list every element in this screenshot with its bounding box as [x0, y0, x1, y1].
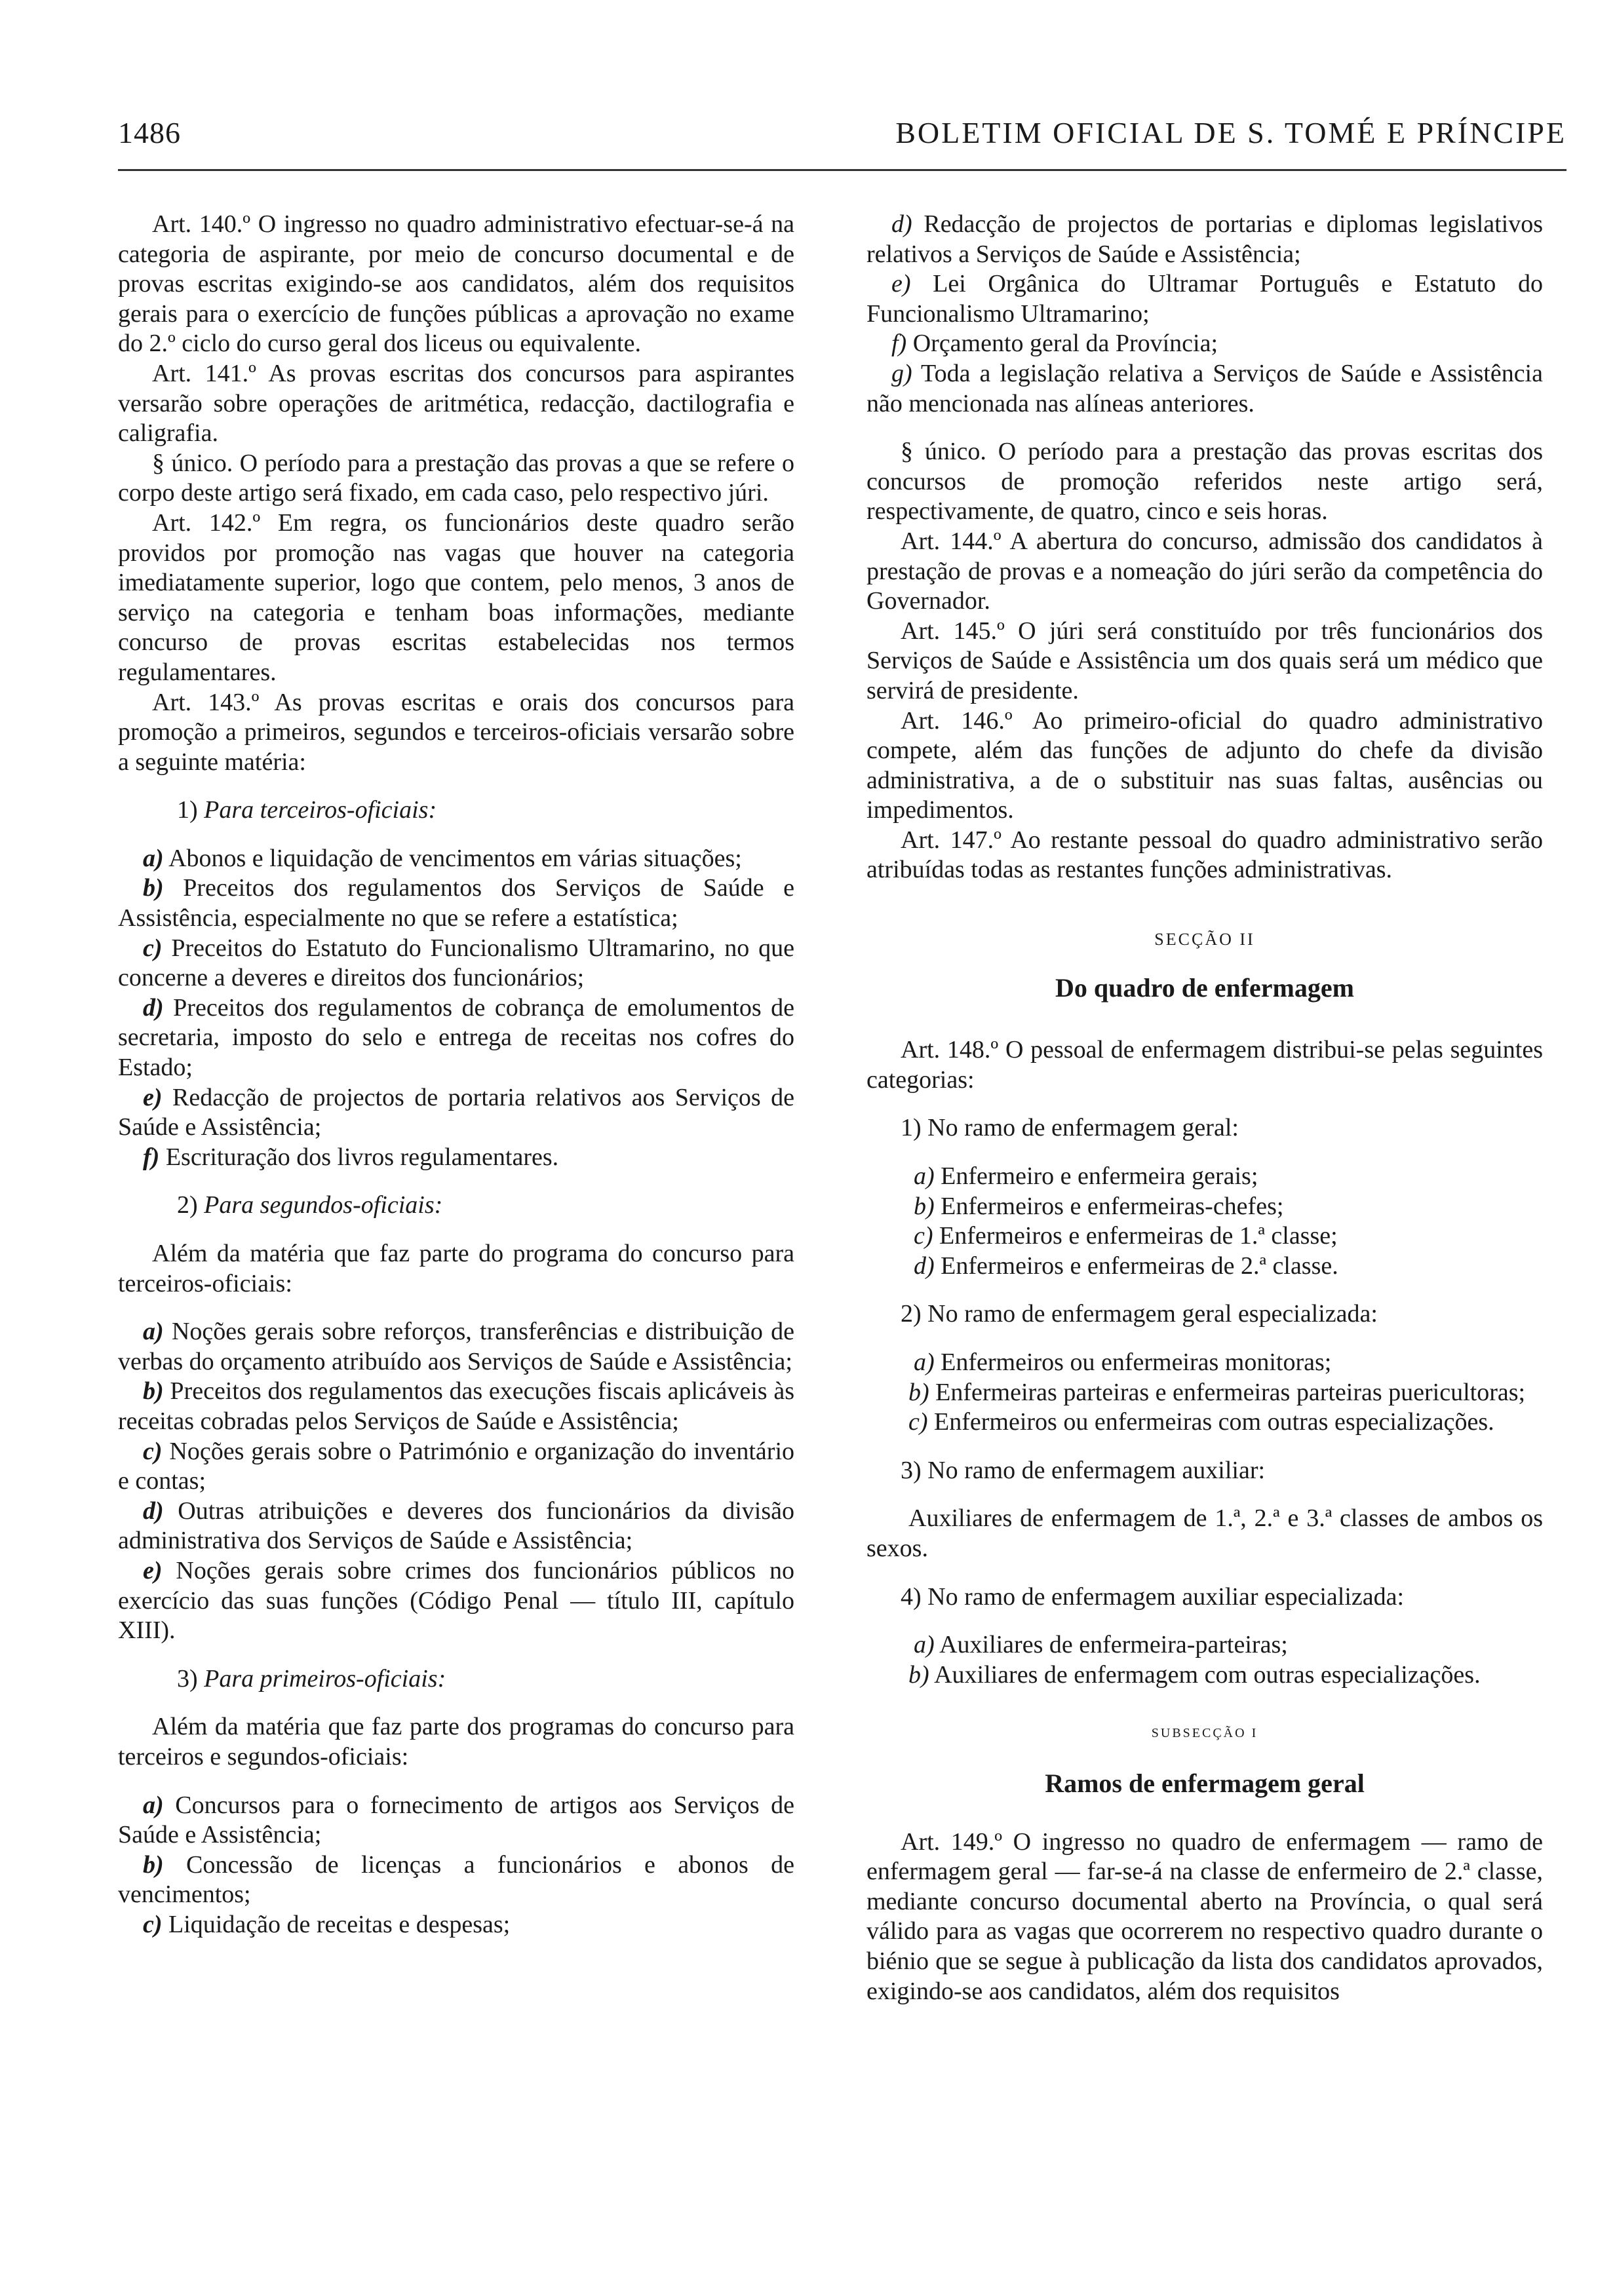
item-text: Noções gerais sobre crimes dos funcionários públicos no exercício das suas funções (Código Penal — título III, capítulo XIII).: [118, 1556, 795, 1645]
subsection-title: Ramos de enfermagem geral: [1045, 1768, 1365, 1798]
header-rule: [118, 169, 1566, 171]
list-item: [118, 873, 794, 933]
list-item: [866, 1192, 1543, 1222]
list-item: [118, 1910, 794, 1940]
item-letter: b): [143, 874, 164, 902]
group-1-heading: 1) No ramo de enfermagem geral:: [901, 1114, 1239, 1142]
group-3-heading: 3) No ramo de enfermagem auxiliar:: [901, 1456, 1266, 1484]
list-item: [866, 269, 1543, 329]
item-text: Outras atribuições e deveres dos funcionários da divisão administrativa dos Serviços de Saúde e Assistência;: [118, 1497, 794, 1555]
item-text: Redacção de projectos de portarias e diplomas legislativos relativos a Serviços de Saúde e Assistência;: [866, 210, 1544, 268]
list-item: [866, 329, 1543, 359]
section-3-title: Para primeiros-oficiais:: [204, 1664, 446, 1693]
item-letter: b): [143, 1377, 164, 1406]
section-2-number: 2): [177, 1191, 198, 1219]
item-text: Preceitos do Estatuto do Funcionalismo Ultramarino, no que concerne a deveres e direitos dos funcionários;: [118, 934, 795, 992]
list-item: [118, 844, 794, 874]
list-item: [866, 1252, 1543, 1282]
section-2-heading: [118, 1191, 794, 1221]
item-letter: c): [914, 1222, 933, 1250]
item-text: Noções gerais sobre reforços, transferências e distribuição de verbas do orçamento atribuído aos Serviços de Saúde e Assistência;: [118, 1318, 794, 1375]
item-letter: a): [143, 1318, 164, 1346]
section-1-heading: [118, 795, 794, 826]
item-text: Concursos para o fornecimento de artigos aos Serviços de Saúde e Assistência;: [118, 1791, 795, 1849]
list-item: [866, 1378, 1543, 1408]
item-letter: a): [914, 1631, 935, 1659]
item-text: Toda a legislação relativa a Serviços de Saúde e Assistência não mencionada nas alíneas anteriores.: [866, 359, 1543, 417]
section-label: SECÇÃO II: [1154, 930, 1255, 949]
article-141: Art. 141.º As provas escritas dos concursos para aspirantes versarão sobre operações de aritmética, redacção, dactilografia e caligrafia.: [118, 359, 794, 448]
article-143-paragraph: § único. O período para a prestação das provas escritas dos concursos de promoção referidos neste artigo será, respectivamente, de quatro, cinco e seis horas.: [866, 438, 1543, 526]
item-text: Auxiliares de enfermagem com outras especializações.: [934, 1660, 1481, 1689]
item-letter: a): [914, 1162, 935, 1191]
group-2-heading: 2) No ramo de enfermagem geral especializada:: [901, 1300, 1378, 1328]
item-letter: b): [908, 1378, 929, 1406]
item-text: Lei Orgânica do Ultramar Português e Estatuto do Funcionalismo Ultramarino;: [866, 270, 1544, 328]
article-147: Art. 147.º Ao restante pessoal do quadro administrativo serão atribuídas todas as restantes funções administrativas.: [866, 826, 1543, 884]
article-148: Art. 148.º O pessoal de enfermagem distribui-se pelas seguintes categorias:: [866, 1036, 1543, 1094]
list-item: [118, 1437, 794, 1497]
article-145: Art. 145.º O júri será constituído por três funcionários dos Serviços de Saúde e Assistência um dos quais será um médico que servirá de presidente.: [866, 617, 1543, 704]
item-text: Enfermeiro e enfermeira gerais;: [941, 1162, 1258, 1191]
item-letter: e): [143, 1083, 163, 1111]
item-letter: b): [908, 1660, 929, 1689]
item-letter: f): [143, 1143, 160, 1171]
list-item: [118, 1556, 794, 1646]
item-letter: c): [908, 1408, 928, 1436]
item-letter: d): [143, 993, 164, 1022]
article-143: Art. 143.º As provas escritas e orais dos concursos para promoção a primeiros, segundos e terceiros-oficiais versarão sobre a seguinte matéria:: [118, 688, 794, 776]
page-header: [118, 115, 1566, 164]
list-item: [118, 1791, 794, 1850]
left-column: [118, 210, 794, 1940]
list-item: [118, 1850, 794, 1910]
item-letter: g): [891, 359, 912, 387]
section-3-number: 3): [177, 1664, 198, 1693]
item-text: Enfermeiros e enfermeiras de 1.ª classe;: [939, 1222, 1338, 1250]
list-item: [118, 934, 794, 993]
list-item: [118, 1083, 794, 1143]
item-letter: c): [143, 1910, 163, 1938]
section-2-title: Para segundos-oficiais:: [204, 1191, 443, 1219]
article-140: Art. 140.º O ingresso no quadro administrativo efectuar-se-á na categoria de aspirante, por meio de concurso documental e de provas escritas exigindo-se aos candidatos, além dos requisitos gerais para o exercício de funções públicas a aprovação no exame do 2.º ciclo do curso geral dos liceus ou equivalente.: [118, 210, 794, 358]
item-text: Enfermeiras parteiras e enfermeiras parteiras puericultoras;: [935, 1378, 1526, 1406]
section-3-heading: [118, 1664, 794, 1694]
item-text: Escrituração dos livros regulamentares.: [165, 1143, 559, 1171]
item-letter: d): [143, 1497, 164, 1525]
list-item: [866, 1630, 1543, 1660]
item-letter: f): [891, 330, 907, 358]
list-item: [118, 1317, 794, 1377]
section-2-intro: Além da matéria que faz parte do programa do concurso para terceiros-oficiais:: [118, 1240, 794, 1297]
list-item: [866, 1348, 1543, 1378]
list-item: [118, 993, 794, 1083]
item-letter: a): [143, 1791, 164, 1819]
item-letter: e): [143, 1556, 163, 1584]
subsection-label: SUBSECÇÃO I: [1151, 1726, 1258, 1741]
group-3-text: Auxiliares de enfermagem de 1.ª, 2.ª e 3.ª classes de ambos os sexos.: [866, 1504, 1543, 1562]
item-letter: b): [143, 1850, 164, 1879]
item-letter: c): [143, 1437, 163, 1465]
list-item: [866, 1660, 1543, 1691]
item-text: Preceitos dos regulamentos de cobrança de emolumentos de secretaria, imposto do selo e entrega de receitas nos cofres do Estado;: [118, 993, 795, 1082]
item-text: Preceitos dos regulamentos dos Serviços de Saúde e Assistência, especialmente no que se refere a estatística;: [118, 874, 795, 932]
item-text: Concessão de licenças a funcionários e abonos de vencimentos;: [118, 1850, 795, 1909]
item-letter: a): [914, 1349, 935, 1376]
list-item: [866, 1407, 1543, 1438]
section-1-title: Para terceiros-oficiais:: [204, 796, 437, 824]
list-item: [866, 1221, 1543, 1252]
item-letter: d): [914, 1252, 935, 1280]
item-text: Liquidação de receitas e despesas;: [168, 1910, 511, 1938]
article-141-paragraph: § único. O período para a prestação das provas a que se refere o corpo deste artigo será fixado, em cada caso, pelo respectivo júri.: [118, 449, 794, 507]
item-text: Redacção de projectos de portaria relativos aos Serviços de Saúde e Assistência;: [118, 1083, 795, 1141]
item-text: Preceitos dos regulamentos das execuções fiscais aplicáveis às receitas cobradas pelos Serviços de Saúde e Assistência;: [118, 1377, 794, 1435]
item-text: Enfermeiros ou enfermeiras monitoras;: [941, 1349, 1332, 1376]
item-text: Enfermeiros e enfermeiras de 2.ª classe.: [941, 1252, 1338, 1280]
item-letter: a): [143, 844, 164, 872]
section-3-intro: Além da matéria que faz parte dos programas do concurso para terceiros e segundos-oficiais:: [118, 1713, 794, 1770]
section-1-number: 1): [177, 796, 198, 824]
running-title: BOLETIM OFICIAL DE S. TOMÉ E PRÍNCIPE: [895, 116, 1566, 149]
article-144: Art. 144.º A abertura do concurso, admissão dos candidatos à prestação de provas e a nomeação do júri serão da competência do Governador.: [866, 527, 1543, 615]
list-item: [118, 1143, 794, 1173]
item-text: Enfermeiros e enfermeiras-chefes;: [941, 1192, 1284, 1220]
article-149: Art. 149.º O ingresso no quadro de enfermagem — ramo de enfermagem geral — far-se-á na classe de enfermeiro de 2.ª classe, mediante concurso documental aberto na Província, o qual será válido para as vagas que ocorrerem no respectivo quadro durante o biénio que se segue à publicação da lista dos candidatos aprovados, exigindo-se aos candidatos, além dos requisitos: [866, 1827, 1543, 2005]
item-text: Abonos e liquidação de vencimentos em várias situações;: [168, 844, 742, 872]
list-item: [118, 1377, 794, 1436]
article-142: Art. 142.º Em regra, os funcionários deste quadro serão providos por promoção nas vagas que houver na categoria imediatamente superior, logo que contem, pelo menos, 3 anos de serviço na categoria e tenham boas informações, mediante concurso de provas escritas estabelecidas nos termos regulamentares.: [118, 508, 794, 686]
item-text: Auxiliares de enfermeira-parteiras;: [939, 1631, 1288, 1659]
section-title: Do quadro de enfermagem: [1055, 972, 1354, 1003]
article-146: Art. 146.º Ao primeiro-oficial do quadro administrativo compete, além das funções de adjunto do chefe da divisão administrativa, a de o substituir nas suas faltas, ausências ou impedimentos.: [866, 706, 1543, 824]
item-letter: d): [891, 210, 912, 238]
item-letter: c): [143, 934, 163, 962]
page-number: 1486: [118, 116, 181, 149]
item-text: Noções gerais sobre o Património e organização do inventário e contas;: [118, 1437, 795, 1495]
right-column: [866, 210, 1543, 2006]
list-item: [866, 210, 1543, 269]
item-text: Orçamento geral da Província;: [912, 330, 1218, 358]
item-letter: b): [914, 1192, 935, 1220]
list-item: [866, 1162, 1543, 1192]
list-item: [118, 1497, 794, 1556]
group-4-heading: 4) No ramo de enfermagem auxiliar especializada:: [901, 1582, 1405, 1611]
item-text: Enfermeiros ou enfermeiras com outras especializações.: [934, 1408, 1494, 1436]
list-item: [866, 359, 1543, 419]
item-letter: e): [891, 270, 911, 298]
